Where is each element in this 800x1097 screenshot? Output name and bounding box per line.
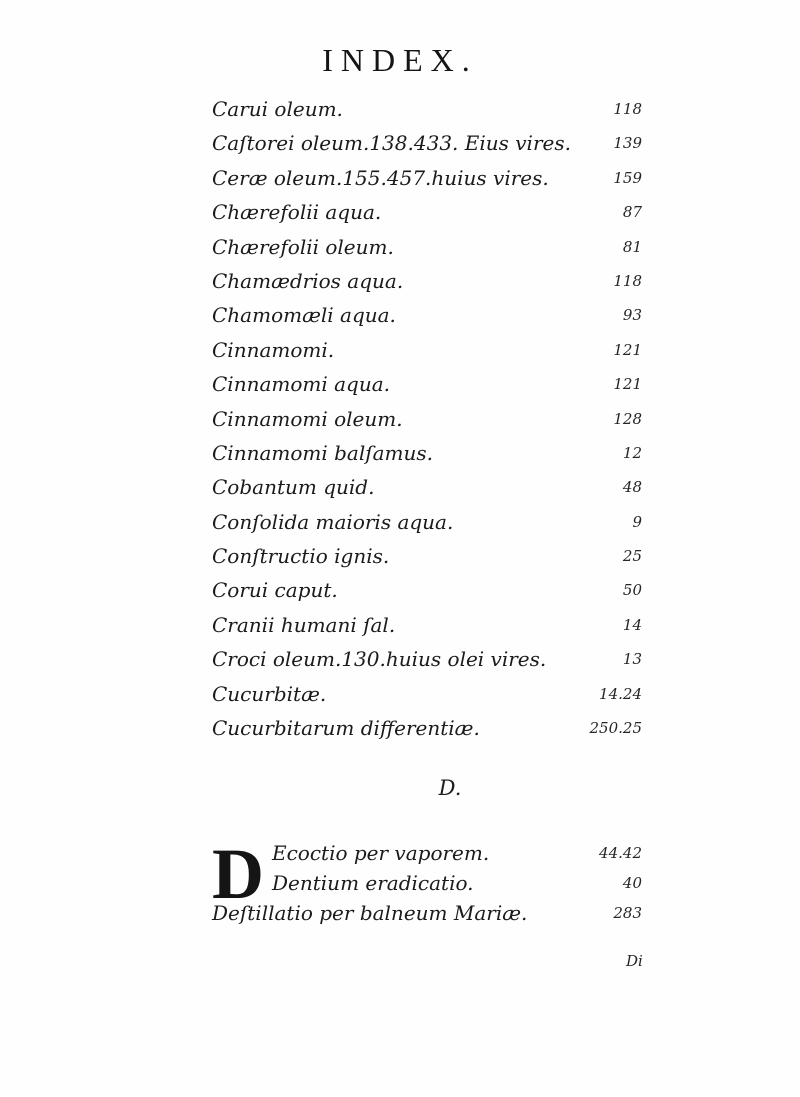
index-entry — [212, 230, 652, 264]
entry-term: Cranii humani ſal. — [212, 612, 396, 637]
entry-page-ref: 250.25 — [589, 719, 642, 738]
entry-term: Chamomæli aqua. — [212, 303, 396, 328]
entry-page-ref: 48 — [622, 478, 642, 497]
index-entry — [212, 402, 652, 436]
entry-term: Dentium eradicatio. — [272, 871, 474, 895]
entry-term: Cinnamomi. — [212, 337, 335, 362]
entry-page-ref: 121 — [613, 340, 642, 359]
entry-page-ref: 44.42 — [599, 844, 642, 862]
index-entry — [212, 642, 652, 676]
index-entry — [212, 333, 652, 367]
entry-page-ref: 283 — [613, 904, 642, 922]
entry-page-ref: 118 — [613, 271, 642, 290]
index-entry — [212, 195, 652, 229]
entry-term: Ecoctio per vaporem. — [272, 841, 490, 865]
entry-page-ref: 87 — [622, 203, 642, 222]
index-entry — [212, 898, 652, 928]
section-heading-d: D. — [438, 776, 462, 800]
entry-page-ref: 50 — [622, 581, 642, 600]
index-entry — [212, 298, 652, 332]
index-entry — [212, 573, 652, 607]
entry-page-ref: 93 — [622, 306, 642, 325]
index-entry — [212, 126, 652, 160]
entry-term: Caſtorei oleum.138.433. Eius vires. — [212, 131, 571, 156]
entry-term: Cucurbitarum differentiæ. — [212, 716, 480, 741]
index-entry — [212, 868, 652, 898]
entry-term: Chamædrios aqua. — [212, 268, 404, 293]
index-entries-d — [212, 834, 652, 928]
index-entry — [212, 677, 652, 711]
index-entry — [212, 838, 652, 868]
entry-page-ref: 9 — [632, 512, 642, 531]
entry-term: Cinnamomi balſamus. — [212, 440, 434, 465]
catchword: Di — [626, 952, 643, 970]
index-entries-c — [212, 92, 652, 745]
entry-term: Chærefolii oleum. — [212, 234, 394, 259]
entry-term: Cinnamomi oleum. — [212, 406, 403, 431]
entry-page-ref: 159 — [613, 168, 642, 187]
entry-page-ref: 40 — [622, 874, 642, 892]
index-entry — [212, 436, 652, 470]
entry-term: Carui oleum. — [212, 97, 343, 121]
entry-page-ref: 139 — [613, 134, 642, 153]
entry-page-ref: 14 — [622, 615, 642, 634]
index-entry — [212, 711, 652, 745]
index-entry — [212, 161, 652, 195]
entry-term: Chærefolii aqua. — [212, 200, 382, 225]
index-entry — [212, 470, 652, 504]
entry-term: Corui caput. — [212, 578, 338, 603]
entry-term: Cobantum quid. — [212, 475, 375, 500]
entry-page-ref: 118 — [613, 100, 642, 118]
entry-term: Croci oleum.130.huius olei vires. — [212, 647, 547, 672]
entry-term: Deſtillatio per balneum Mariæ. — [212, 901, 528, 925]
entry-term: Ceræ oleum.155.457.huius vires. — [212, 165, 549, 190]
entry-term: Cucurbitæ. — [212, 681, 327, 706]
index-entry — [212, 539, 652, 573]
index-entry — [212, 608, 652, 642]
entry-page-ref: 14.24 — [599, 684, 642, 703]
index-entry — [212, 92, 652, 126]
entry-term: Conſtructio ignis. — [212, 544, 390, 569]
index-entry — [212, 367, 652, 401]
entry-page-ref: 128 — [613, 409, 642, 428]
drop-cap-letter: D — [212, 834, 264, 914]
index-entry — [212, 505, 652, 539]
entry-page-ref: 13 — [622, 650, 642, 669]
entry-page-ref: 25 — [622, 547, 642, 566]
entry-page-ref: 12 — [622, 443, 642, 462]
entry-term: Cinnamomi aqua. — [212, 372, 390, 397]
entry-term: Conſolida maioris aqua. — [212, 509, 454, 534]
page-title: INDEX. — [322, 42, 478, 78]
entry-page-ref: 121 — [613, 375, 642, 394]
index-entry — [212, 264, 652, 298]
entry-page-ref: 81 — [622, 237, 642, 256]
